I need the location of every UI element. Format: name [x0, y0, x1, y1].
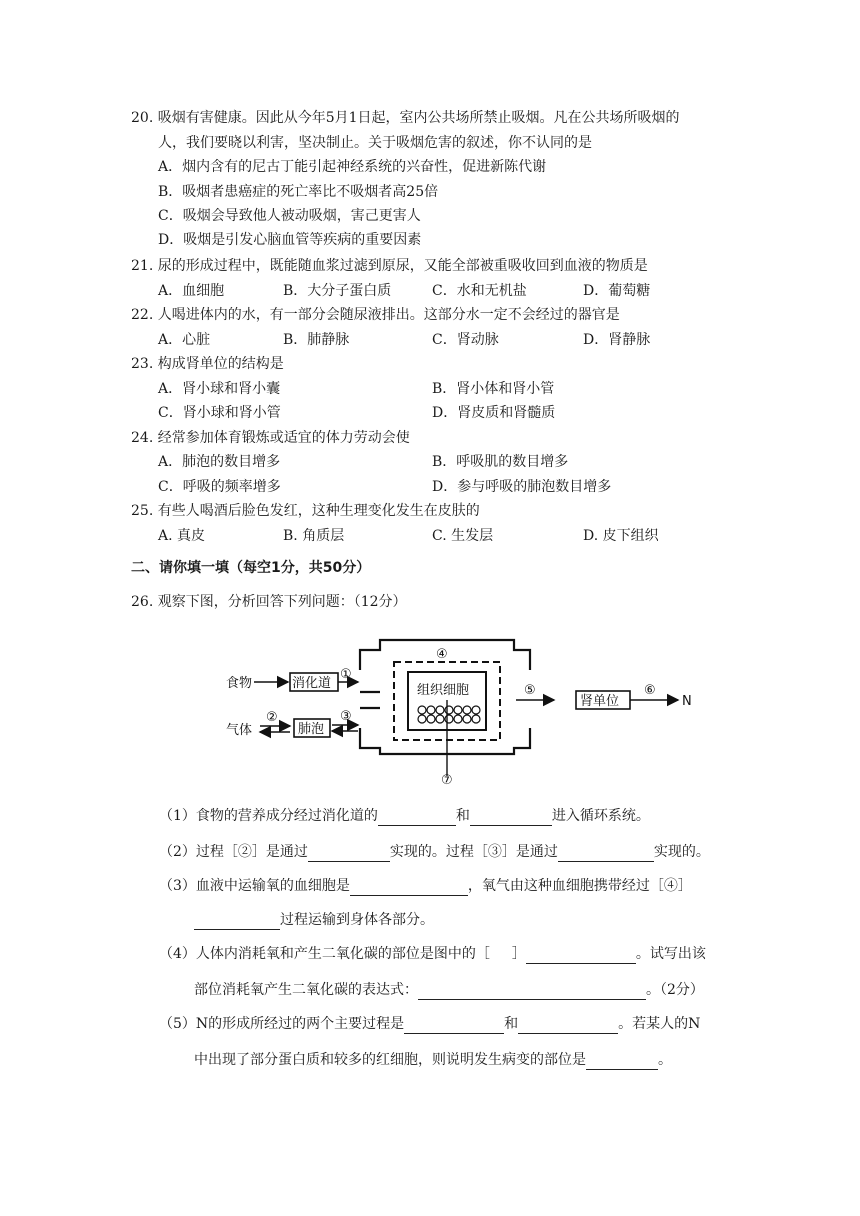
q26-part5-text-e: 。 — [658, 1052, 672, 1068]
blank[interactable] — [378, 809, 456, 826]
q23-option-d: D．肾皮质和肾髓质 — [432, 405, 556, 421]
q26-part4-line2 — [194, 980, 704, 1000]
q26-part5-text-a: （5）N的形成所经过的两个主要过程是 — [159, 1016, 405, 1032]
blank[interactable] — [470, 809, 552, 826]
q22-option-c: C．肾动脉 — [432, 332, 499, 348]
q26-part4-text-b: ］ — [511, 946, 526, 962]
q26-part1-text-c: 进入循环系统。 — [551, 808, 650, 824]
label-tissue-cells: 组织细胞 — [417, 683, 470, 698]
marker-7: ⑦ — [441, 773, 453, 786]
q24-option-d: D．参与呼吸的肺泡数目增多 — [432, 479, 612, 495]
label-nephron: 肾单位 — [580, 694, 620, 709]
q26-part1-text-b: 和 — [455, 808, 470, 824]
blank[interactable] — [586, 1053, 658, 1070]
section-2-title: 二、请你填一填（每空1分，共50分） — [131, 560, 371, 576]
q24-option-b: B．呼吸肌的数目增多 — [432, 454, 569, 470]
q23-option-c: C．肾小球和肾小管 — [158, 405, 281, 421]
q22-option-b: B．肺静脉 — [283, 332, 350, 348]
q20-option-d: D．吸烟是引发心脑血管等疾病的重要因素 — [158, 232, 422, 248]
q26-stem: 26. 观察下图，分析回答下列问题：（12分） — [131, 594, 407, 610]
q24-stem: 24. 经常参加体育锻炼或适宜的体力劳动会使 — [131, 430, 410, 446]
q25-stem: 25. 有些人喝酒后脸色发红，这种生理变化发生在皮肤的 — [131, 503, 480, 519]
circulation-diagram — [222, 636, 702, 786]
blank[interactable] — [526, 947, 636, 964]
q21-option-c: C．水和无机盐 — [432, 283, 527, 299]
label-gas: 气体 — [226, 723, 253, 738]
q22-stem: 22. 人喝进体内的水，有一部分会随尿液排出。这部分水一定不会经过的器官是 — [131, 307, 620, 323]
blank[interactable] — [350, 879, 468, 896]
blank[interactable] — [404, 1017, 504, 1034]
q26-part2-text-a: （2）过程［②］是通过 — [159, 844, 308, 860]
marker-2: ② — [266, 710, 278, 725]
q26-part3-text-c: 过程运输到身体各部分。 — [280, 912, 434, 928]
label-digestive-tract: 消化道 — [292, 676, 332, 691]
label-food: 食物 — [226, 676, 253, 691]
blank[interactable] — [518, 1017, 618, 1034]
q26-part4-text-e: 。（2分） — [646, 982, 704, 998]
q22-option-a: A．心脏 — [158, 332, 211, 348]
q20-option-b: B．吸烟者患癌症的死亡率比不吸烟者高25倍 — [158, 184, 439, 200]
q26-part5-text-c: 。若某人的N — [618, 1016, 701, 1032]
q21-option-a: A．血细胞 — [158, 283, 225, 299]
blank[interactable] — [308, 845, 390, 862]
q20-option-c: C．吸烟会导致他人被动吸烟，害己更害人 — [158, 208, 421, 224]
q25-option-c: C. 生发层 — [432, 528, 494, 544]
q20-stem-line2: 人，我们要晓以利害，坚决制止。关于吸烟危害的叙述，你不认同的是 — [158, 135, 592, 151]
q26-part2-text-b: 实现的。过程［③］是通过 — [389, 844, 558, 860]
q24-option-a: A．肺泡的数目增多 — [158, 454, 281, 470]
q26-part3-line1 — [159, 876, 692, 896]
marker-1: ① — [340, 667, 352, 682]
q26-part3-text-b: ，氧气由这种血细胞携带经过［④］ — [467, 878, 692, 894]
q26-part5-text-b: 和 — [504, 1016, 519, 1032]
q25-option-d: D. 皮下组织 — [583, 528, 659, 544]
q26-part3-text-a: （3）血液中运输氧的血细胞是 — [159, 878, 350, 894]
q26-part3-line2 — [194, 910, 434, 930]
q20-stem-line1: 20. 吸烟有害健康。因此从今年5月1日起，室内公共场所禁止吸烟。凡在公共场所吸烟的 — [131, 110, 680, 126]
q26-part4-text-d: 部位消耗氧产生二氧化碳的表达式： — [194, 982, 418, 998]
q22-option-d: D．肾静脉 — [583, 332, 651, 348]
q26-part5-line1 — [159, 1014, 700, 1034]
marker-5: ⑤ — [524, 683, 536, 698]
q23-option-b: B．肾小体和肾小管 — [432, 381, 555, 397]
q26-part1 — [159, 806, 650, 826]
q26-part1-text-a: （1）食物的营养成分经过消化道的 — [159, 808, 378, 824]
marker-3: ③ — [340, 709, 352, 724]
blank[interactable] — [194, 913, 280, 930]
blank[interactable] — [558, 845, 654, 862]
blank[interactable] — [418, 983, 646, 1000]
q25-option-a: A. 真皮 — [158, 528, 206, 544]
q26-part5-line2 — [194, 1050, 672, 1070]
q26-part4-text-c: 。试写出该 — [635, 946, 706, 962]
marker-4: ④ — [436, 647, 448, 662]
q26-part4-line1 — [159, 944, 706, 964]
q26-part2-text-c: 实现的。 — [653, 844, 710, 860]
q26-part5-text-d: 中出现了部分蛋白质和较多的红细胞，则说明发生病变的部位是 — [194, 1052, 586, 1068]
label-n: N — [682, 694, 692, 709]
q21-stem: 21. 尿的形成过程中，既能随血浆过滤到原尿，又能全部被重吸收回到血液的物质是 — [131, 258, 648, 274]
q24-option-c: C．呼吸的频率增多 — [158, 479, 281, 495]
q23-option-a: A．肾小球和肾小囊 — [158, 381, 281, 397]
q26-part2 — [159, 842, 710, 862]
marker-6: ⑥ — [644, 683, 656, 698]
q21-option-b: B．大分子蛋白质 — [283, 283, 392, 299]
q21-option-d: D．葡萄糖 — [583, 283, 651, 299]
q25-option-b: B. 角质层 — [283, 528, 345, 544]
q23-stem: 23. 构成肾单位的结构是 — [131, 356, 284, 372]
label-alveoli: 肺泡 — [298, 722, 325, 737]
q26-part4-text-a: （4）人体内消耗氧和产生二氧化碳的部位是图中的［ — [159, 946, 490, 962]
q20-option-a: A．烟内含有的尼古丁能引起神经系统的兴奋性，促进新陈代谢 — [158, 159, 547, 175]
